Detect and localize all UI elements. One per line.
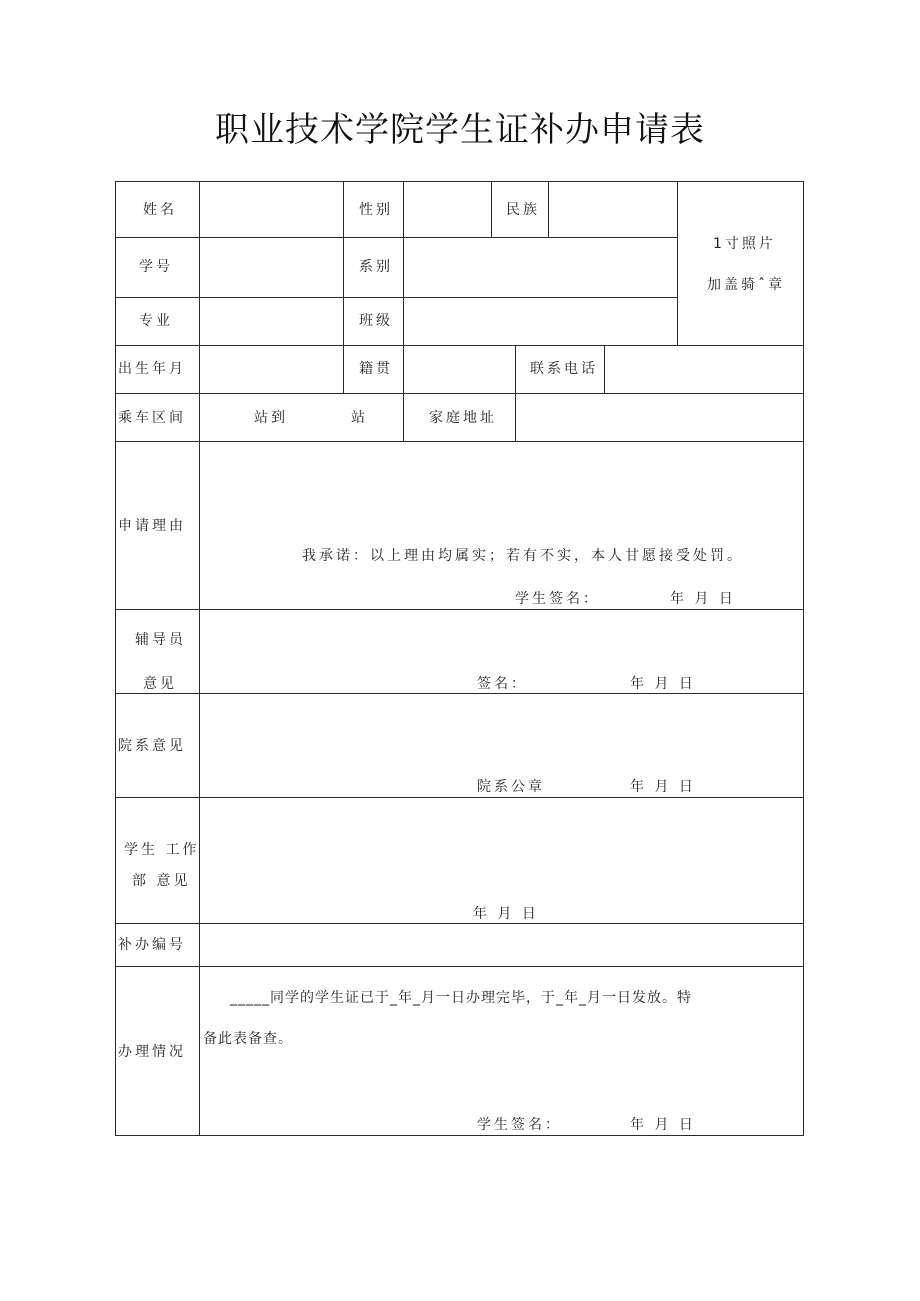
counselor-label-line1: 辅导员 <box>135 632 186 648</box>
counselor-sign-label: 签名： <box>477 676 528 692</box>
gender-input[interactable] <box>404 182 491 237</box>
processing-status-label: 办理情况 <box>118 1044 186 1060</box>
table-border-right <box>803 181 804 1136</box>
travel-route-label: 乘车区间 <box>118 410 186 426</box>
ethnicity-label: 民族 <box>506 202 540 218</box>
counselor-opinion-textarea[interactable] <box>200 610 803 670</box>
counselor-label-line2: 意见 <box>143 676 177 692</box>
final-student-sign-label: 学生签名： <box>477 1117 562 1133</box>
class-input[interactable] <box>404 298 677 345</box>
table-border-left <box>115 181 116 1136</box>
form-title: 职业技术学院学生证补办申请表 <box>215 110 705 150</box>
reason-student-sign-label: 学生签名： <box>515 591 600 607</box>
birth-date-label: 出生年月 <box>118 361 186 377</box>
photo-size-label: 1寸照片 <box>713 236 776 252</box>
application-form-table <box>115 181 804 1136</box>
phone-input[interactable] <box>605 346 803 393</box>
major-label: 专业 <box>139 313 173 329</box>
home-address-label: 家庭地址 <box>429 410 497 426</box>
dept-opinion-label: 院系意见 <box>118 738 186 754</box>
gender-label: 性别 <box>359 202 393 218</box>
processing-text-line2: 备此表备查。 <box>203 1031 293 1047</box>
column-divider <box>343 181 344 393</box>
reissue-no-input[interactable] <box>200 924 803 966</box>
home-address-input[interactable] <box>516 394 803 441</box>
photo-column-divider <box>677 181 678 345</box>
dept-seal-label: 院系公章 <box>477 779 545 795</box>
reason-pledge-text: 我承诺：以上理由均属实；若有不实，本人甘愿接受处罚。 <box>302 548 744 564</box>
student-affairs-date: 年 月 日 <box>473 906 539 922</box>
dept-date: 年 月 日 <box>630 779 696 795</box>
station-from-text: 站到 <box>254 410 288 426</box>
name-label: 姓名 <box>143 202 177 218</box>
native-place-label: 籍贯 <box>359 361 393 377</box>
phone-label: 联系电话 <box>530 361 598 377</box>
ethnicity-input[interactable] <box>549 182 677 237</box>
station-to-text: 站 <box>351 410 368 426</box>
dept-opinion-textarea[interactable] <box>200 694 803 769</box>
student-id-input[interactable] <box>200 238 343 297</box>
department-label: 系别 <box>359 259 393 275</box>
student-id-label: 学号 <box>139 259 173 275</box>
reason-date: 年 月 日 <box>670 591 736 607</box>
column-divider <box>491 181 492 237</box>
row-divider <box>115 966 804 967</box>
class-label: 班级 <box>359 313 393 329</box>
photo-stamp-label: 加盖骑ˆ章 <box>707 277 785 293</box>
reason-label: 申请理由 <box>118 518 186 534</box>
native-place-input[interactable] <box>404 346 515 393</box>
birth-date-input[interactable] <box>200 346 343 393</box>
counselor-date: 年 月 日 <box>630 676 696 692</box>
reissue-no-label: 补办编号 <box>118 937 186 953</box>
student-affairs-label-line1: 学生 工作 <box>124 842 200 858</box>
table-border-bottom <box>115 1135 804 1136</box>
student-affairs-opinion-textarea[interactable] <box>200 798 803 893</box>
row-divider <box>115 237 200 238</box>
department-input[interactable] <box>404 238 677 297</box>
reason-textarea[interactable] <box>200 442 803 542</box>
final-date: 年 月 日 <box>630 1117 696 1133</box>
processing-text-line1: _____同学的学生证已于_年_月一日办理完毕，于_年_月一日发放。特 <box>230 990 692 1006</box>
name-input[interactable] <box>200 182 343 237</box>
major-input[interactable] <box>200 298 343 345</box>
student-affairs-label-line2: 部 意见 <box>132 873 191 889</box>
